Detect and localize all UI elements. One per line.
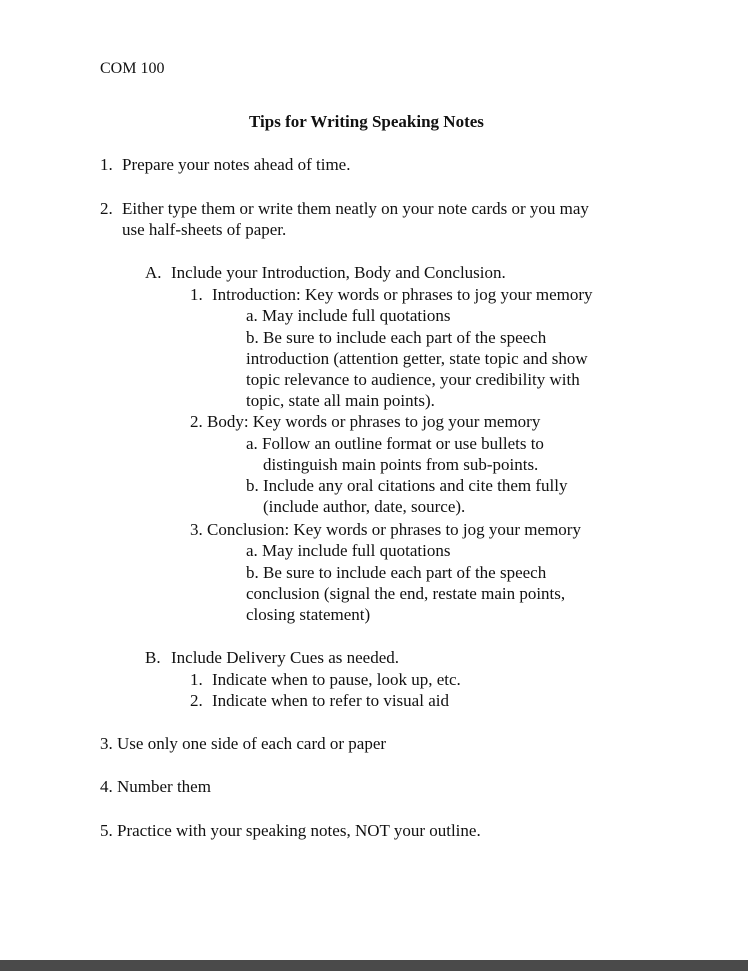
sub-item-text: Body: Key words or phrases to jog your memory (207, 412, 541, 431)
viewer-bottom-bar (0, 960, 748, 971)
detail-text: conclusion (signal the end, restate main points, (246, 584, 566, 603)
sub-item-text: Conclusion: Key words or phrases to jog your memory (207, 520, 581, 539)
detail-text: a. Follow an outline format or use bullets to (246, 434, 544, 453)
list-item-number: 1. (100, 155, 113, 174)
page-title: Tips for Writing Speaking Notes (249, 112, 484, 131)
detail-text: b. Be sure to include each part of the speech (246, 563, 547, 582)
detail-text: b. Include any oral citations and cite them fully (246, 476, 568, 495)
sub-item-number: 1. (190, 285, 203, 304)
sub-item-number: 2. (190, 691, 203, 710)
list-item-text: Either type them or write them neatly on your note cards or you may (122, 199, 589, 218)
detail-text: (include author, date, source). (263, 497, 466, 516)
list-item-text: use half-sheets of paper. (122, 220, 287, 239)
detail-text: b. Be sure to include each part of the speech (246, 328, 547, 347)
sub-item-number: 2. (190, 412, 203, 431)
list-item-text: 5. Practice with your speaking notes, NOT your outline. (100, 821, 481, 840)
sub-item-text: Indicate when to pause, look up, etc. (212, 670, 461, 689)
detail-text: distinguish main points from sub-points. (263, 455, 539, 474)
course-label: COM 100 (100, 60, 165, 77)
detail-text: topic, state all main points). (246, 391, 435, 410)
list-item-text: 4. Number them (100, 777, 211, 796)
list-item-text: Prepare your notes ahead of time. (122, 155, 351, 174)
list-item-text: 3. Use only one side of each card or paper (100, 734, 387, 753)
detail-text: a. May include full quotations (246, 541, 451, 560)
detail-text: topic relevance to audience, your credibility with (246, 370, 580, 389)
sub-item-number: 1. (190, 670, 203, 689)
sublist-text: Include your Introduction, Body and Conclusion. (171, 263, 506, 282)
detail-text: introduction (attention getter, state topic and show (246, 349, 588, 368)
detail-text: a. May include full quotations (246, 306, 451, 325)
list-item-number: 2. (100, 199, 113, 218)
sub-item-text: Indicate when to refer to visual aid (212, 691, 449, 710)
sublist-letter: B. (145, 648, 161, 667)
sub-item-text: Introduction: Key words or phrases to jog your memory (212, 285, 593, 304)
sublist-text: Include Delivery Cues as needed. (171, 648, 399, 667)
sub-item-number: 3. (190, 520, 203, 539)
detail-text: closing statement) (246, 605, 371, 624)
sublist-letter: A. (145, 263, 162, 282)
